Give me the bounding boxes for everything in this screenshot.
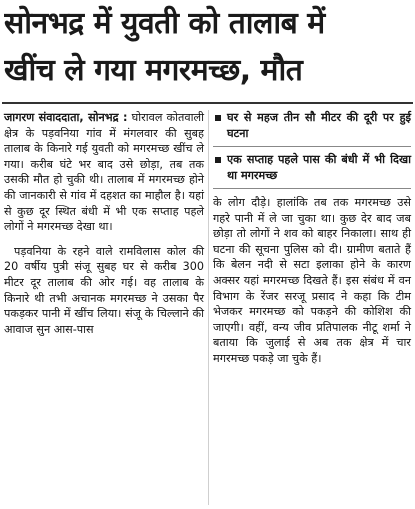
column-divider bbox=[208, 110, 209, 505]
continued-paragraph: के लोग दौड़े। हालांकि तब तक मगरमच्छ उसे गहरे पानी में ले जा चुका था। कुछ देर बाद जब छोड़ा तो लोगों ने शव को बाहर निकाला। साथ ही घटना की सूचना पुलिस को दी। ग्रामीण बताते हैं कि बेलन नदी से सटा इलाका होने के कारण अक्सर यहां मगरमच्छ दिखते हैं। इस संबंध में वन विभाग के रेंजर सरजू प्रसाद ने कहा कि टीम भेजकर मगरमच्छ को पकड़ने की कोशिश की जाएगी। वहीं, वन्य जीव प्रतिपालक नीटू शर्मा ने बताया कि जुलाई से अब तक क्षेत्र में चार मगरमच्छ पकड़े जा चुके हैं। bbox=[213, 196, 411, 365]
body-paragraph: पड़वनिया के रहने वाले रामविलास कोल की 20 वर्षीय पुत्री संजू सुबह घर से करीब 300 मीटर दूर तालाब की ओर गई। वह तालाब के किनारे थी तभी अचानक मगरमच्छ ने उसका पैर पकड़कर पानी में खींच लिया। संजू के चिल्लाने की आवाज सुन आस-पास bbox=[4, 244, 204, 336]
lead-paragraph-text: घोरावल कोतवाली क्षेत्र के पड़वनिया गांव में मंगलवार की सुबह तालाब के किनारे गई युवती को मगरमच्छ खींच ले गया। करीब घंटे भर बाद उसे छोड़ा, तब तक उसकी मौत हो चुकी थी। तालाब में मगरमच्छ होने की जानकारी से गांव में दहशत का माहौल है। यहां से कुछ दूर स्थित बंधी में भी एक सप्ताह पहले लोगों ने मगरमच्छ देखा था। bbox=[4, 111, 205, 234]
headline-line-1: सोनभद्र में युवती को तालाब में bbox=[4, 6, 325, 41]
byline: जागरण संवाददाता, सोनभद्र : bbox=[4, 111, 128, 124]
highlight-separator bbox=[213, 188, 411, 189]
headline-line-2: खींच ले गया मगरमच्छ, मौत bbox=[4, 53, 303, 88]
highlight-item bbox=[213, 152, 411, 184]
article-left-column bbox=[4, 110, 204, 337]
bullet-square-icon bbox=[215, 115, 221, 121]
article-right-column bbox=[213, 110, 411, 378]
bullet-square-icon bbox=[215, 157, 221, 163]
lead-paragraph bbox=[4, 110, 204, 235]
highlight-item bbox=[213, 110, 411, 142]
headline bbox=[4, 0, 411, 94]
headline-rule bbox=[2, 102, 413, 104]
highlight-text: घर से महज तीन सौ मीटर की दूरी पर हुई घटना bbox=[227, 111, 411, 140]
highlight-text: एक सप्ताह पहले पास की बंधी में भी दिखा था मगरमच्छ bbox=[227, 153, 411, 182]
highlight-separator bbox=[213, 146, 411, 147]
